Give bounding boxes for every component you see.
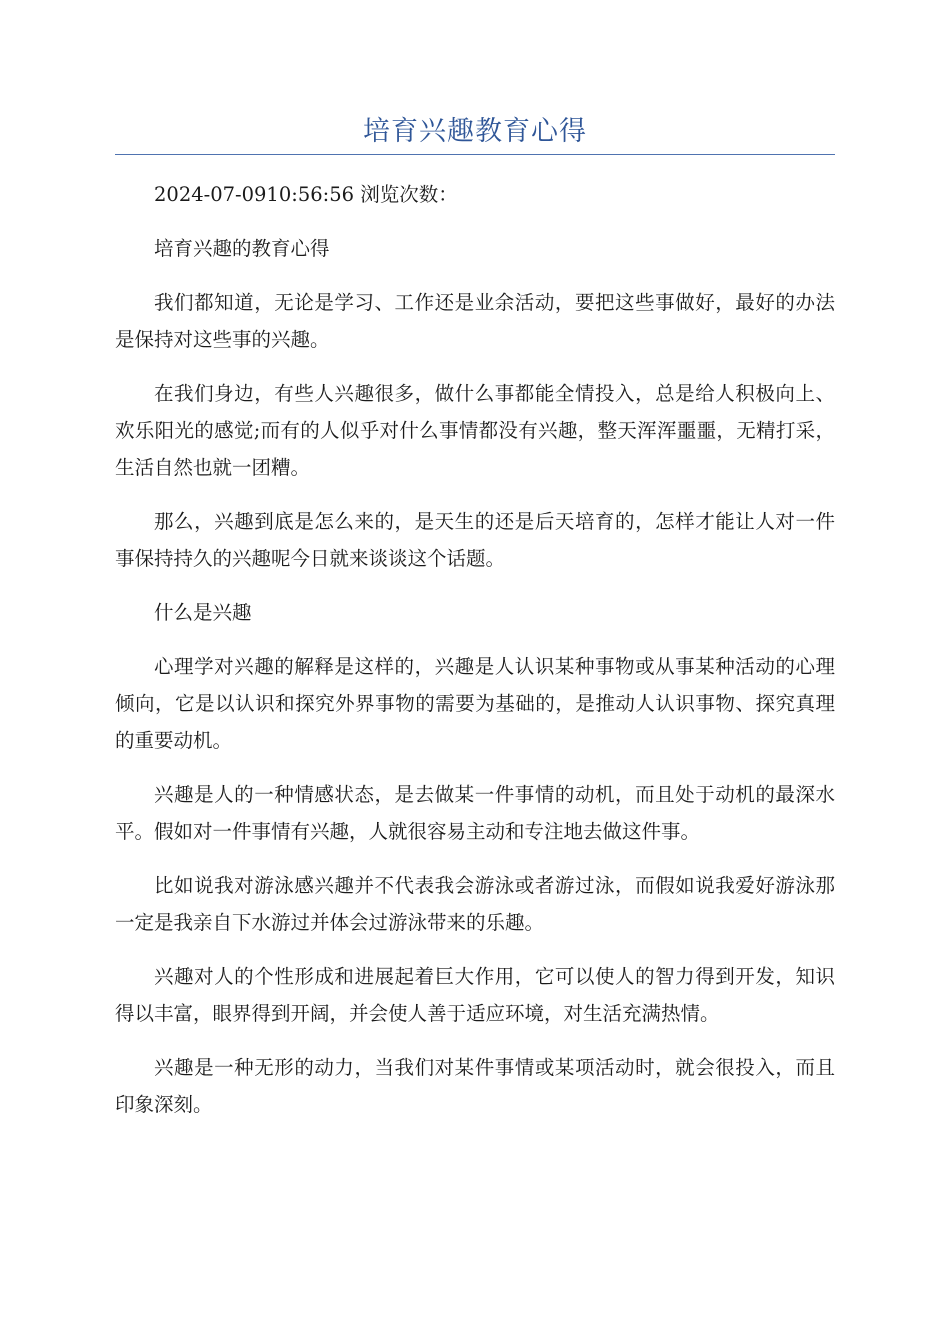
paragraph: 兴趣是人的一种情感状态，是去做某一件事情的动机，而且处于动机的最深水平。假如对一件事情有兴趣，人就很容易主动和专注地去做这件事。 — [115, 783, 835, 843]
paragraph: 培育兴趣的教育心得 — [154, 237, 330, 260]
paragraph: 兴趣是一种无形的动力，当我们对某件事情或某项活动时，就会很投入，而且印象深刻。 — [115, 1056, 835, 1116]
paragraph: 兴趣对人的个性形成和进展起着巨大作用，它可以使人的智力得到开发，知识得以丰富，眼界得到开阔，并会使人善于适应环境，对生活充满热情。 — [115, 965, 835, 1025]
paragraph: 那么，兴趣到底是怎么来的，是天生的还是后天培育的，怎样才能让人对一件事保持持久的兴趣呢今日就来谈谈这个话题。 — [115, 510, 835, 570]
paragraph: 比如说我对游泳感兴趣并不代表我会游泳或者游过泳，而假如说我爱好游泳那一定是我亲自下水游过并体会过游泳带来的乐趣。 — [115, 874, 835, 934]
meta-line: 2024-07-0910:56:56 浏览次数： — [154, 183, 458, 206]
document-body — [115, 176, 835, 1140]
title-underline — [115, 154, 835, 155]
section-heading: 什么是兴趣 — [154, 601, 252, 624]
paragraph: 在我们身边，有些人兴趣很多，做什么事都能全情投入，总是给人积极向上、欢乐阳光的感觉;而有的人似乎对什么事情都没有兴趣，整天浑浑噩噩，无精打采，生活自然也就一团糟。 — [115, 382, 835, 479]
page-title: 培育兴趣教育心得 — [363, 116, 587, 147]
paragraph: 我们都知道，无论是学习、工作还是业余活动，要把这些事做好，最好的办法是保持对这些事的兴趣。 — [115, 291, 835, 351]
paragraph: 心理学对兴趣的解释是这样的，兴趣是人认识某种事物或从事某种活动的心理倾向，它是以认识和探究外界事物的需要为基础的，是推动人认识事物、探究真理的重要动机。 — [115, 655, 835, 752]
